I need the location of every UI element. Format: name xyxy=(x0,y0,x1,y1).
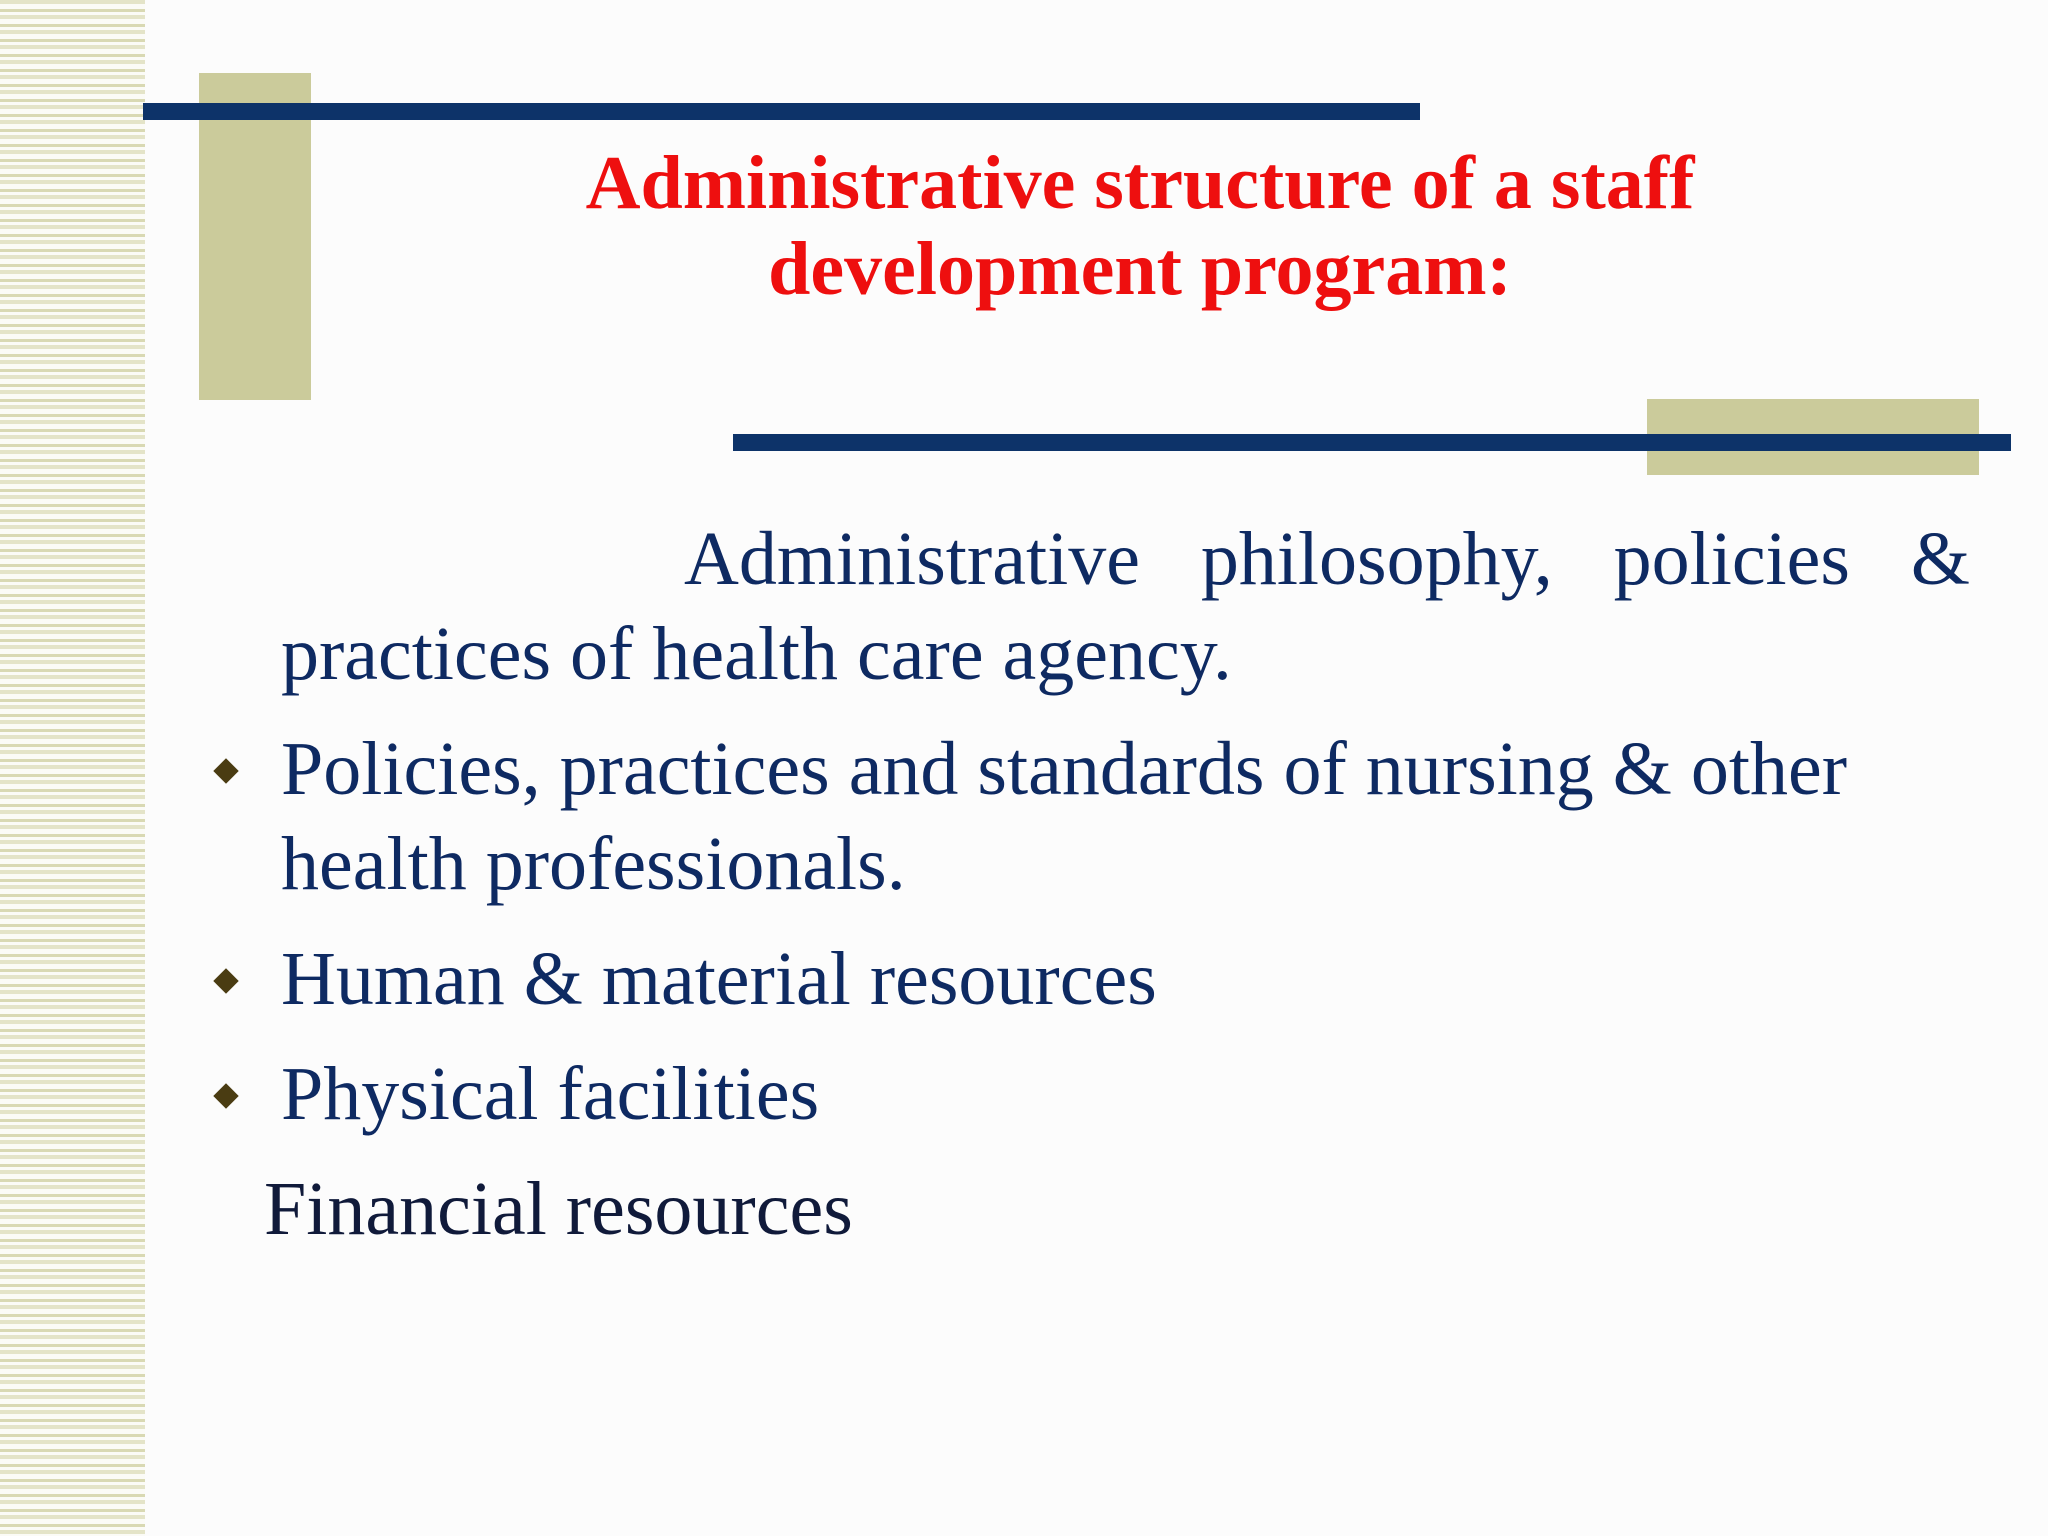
trailing-paragraph: Financial resources xyxy=(264,1167,853,1251)
bullet-text: Human & material resources xyxy=(281,937,1157,1021)
decorative-block-left xyxy=(199,73,311,400)
slide-title-line-1: Administrative structure of a staff xyxy=(585,141,1695,225)
bullet-item xyxy=(200,722,1970,912)
bullet-text: Policies, practices and standards of nursing & other health professionals. xyxy=(281,727,1848,906)
bullet-text: Physical facilities xyxy=(281,1052,820,1136)
decorative-stripe-band xyxy=(0,0,145,1536)
title-rule-top xyxy=(143,103,1420,120)
bullet-item xyxy=(200,932,1970,1027)
diamond-bullet-icon xyxy=(213,758,238,783)
diamond-bullet-icon xyxy=(213,1083,238,1108)
bullet-item xyxy=(200,1047,1970,1142)
diamond-bullet-icon xyxy=(213,968,238,993)
slide-title-line-2: development program: xyxy=(768,227,1512,311)
intro-paragraph: Administrative philosophy, policies & practices of health care agency. xyxy=(281,517,1970,696)
title-rule-bottom xyxy=(733,434,2011,451)
slide-title xyxy=(430,140,1850,312)
slide-body xyxy=(200,512,1970,1257)
